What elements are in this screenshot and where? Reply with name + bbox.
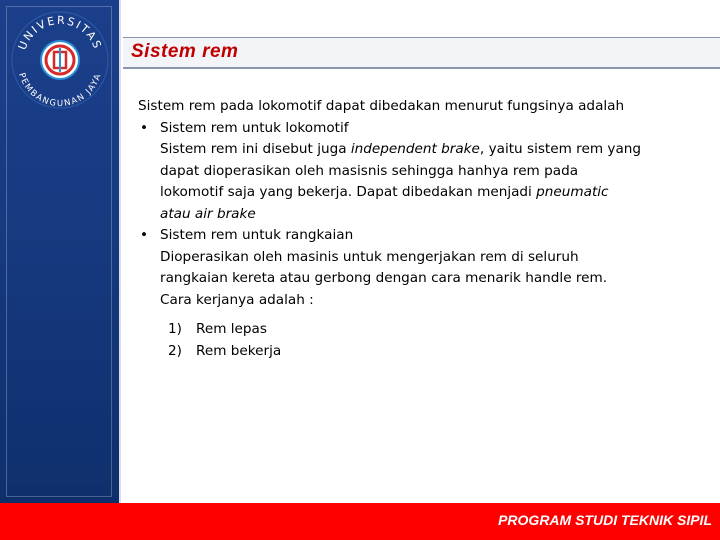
slide-title: Sistem rem: [131, 41, 239, 62]
bullet-line: rangkaian kereta atau gerbong dengan cara menarik handle rem.: [160, 270, 608, 286]
list-item: [168, 319, 698, 341]
bullet-icon: •: [140, 119, 149, 136]
bullet-line: lokomotif saja yang bekerja. Dapat dibedakan menjadi pneumatic: [160, 184, 609, 200]
bullet-line: Sistem rem ini disebut juga independent brake, yaitu sistem rem yang: [160, 141, 642, 157]
list-text: Rem bekerja: [196, 342, 282, 359]
bullet-line: atau air brake: [160, 205, 256, 222]
numbered-list: [138, 319, 698, 362]
bullet-heading: Sistem rem untuk lokomotif: [160, 119, 349, 136]
bullet-line: dapat dioperasikan oleh masisnis sehingga hanhya rem pada: [160, 162, 579, 179]
list-text: Rem lepas: [196, 321, 267, 337]
slide-body: [138, 96, 698, 362]
bullet-line: Dioperasikan oleh masinis untuk mengerjakan rem di seluruh: [160, 248, 579, 265]
bullet-item-lokomotif: [138, 118, 698, 226]
logo-top-text: UNIVERSITAS: [15, 13, 105, 52]
intro-text: Sistem rem pada lokomotif dapat dibedakan menurut fungsinya adalah: [138, 98, 625, 114]
bullet-icon: •: [140, 227, 149, 243]
bullet-heading: Sistem rem untuk rangkaian: [160, 227, 354, 243]
university-logo: [2, 2, 118, 118]
logo-bottom-text: PEMBANGUNAN JAYA: [16, 71, 104, 110]
footer-bar: [0, 503, 720, 540]
bullet-item-rangkaian: [138, 225, 698, 311]
title-bar: [123, 37, 720, 69]
sidebar-panel: [0, 0, 121, 503]
list-number: 2): [168, 342, 182, 359]
university-emblem-icon: [41, 41, 79, 79]
list-number: 1): [168, 321, 182, 337]
footer-text: PROGRAM STUDI TEKNIK SIPIL: [498, 512, 712, 528]
bullet-line: Cara kerjanya adalah :: [160, 291, 314, 308]
list-item: [168, 341, 698, 363]
